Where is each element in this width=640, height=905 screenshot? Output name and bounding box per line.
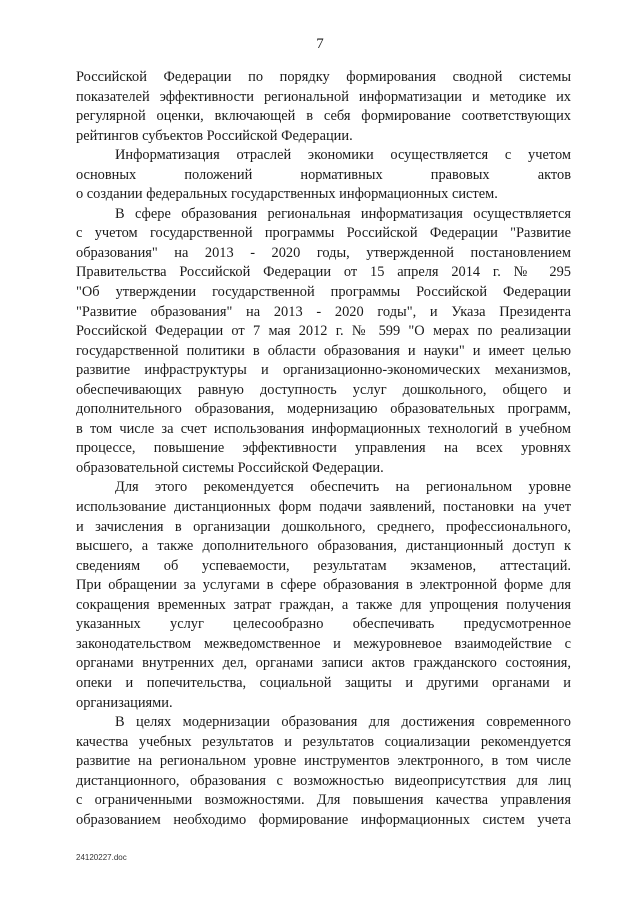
text-line: опеки и попечительства, социальной защиты и другими органами и bbox=[76, 674, 571, 691]
text-line: с учетом государственной программы Российской Федерации "Развитие bbox=[76, 225, 571, 242]
text-line: дистанционного, образования с возможностью видеоприсутствия для лиц bbox=[76, 772, 571, 789]
text-line: В сфере образования региональная информатизация осуществляется bbox=[115, 205, 571, 222]
text-line: о создании федеральных государственных информационных систем. bbox=[76, 186, 498, 203]
text-line: развитие на региональном уровне инструментов электронного, в том числе bbox=[76, 753, 571, 770]
document-body bbox=[76, 68, 571, 830]
text-line: рейтингов субъектов Российской Федерации. bbox=[76, 127, 353, 144]
text-line: регулярной оценки, включающей в себя формирование соответствующих bbox=[76, 108, 571, 125]
document-filename: 24120227.doc bbox=[76, 853, 127, 862]
text-line: обеспечивающих равную доступность услуг дошкольного, общего и bbox=[76, 381, 571, 398]
text-line: организациями. bbox=[76, 694, 173, 711]
text-line: сокращения временных затрат граждан, а также для упрощения получения bbox=[76, 596, 571, 613]
text-line: государственной политики в области образования и науки" и имеет целью bbox=[76, 342, 571, 359]
text-line: в том числе за счет использования информационных технологий в учебном bbox=[76, 420, 571, 437]
text-line: образованием необходимо формирование информационных систем учета bbox=[76, 811, 571, 828]
text-line: Для этого рекомендуется обеспечить на региональном уровне bbox=[115, 479, 571, 496]
text-line: основных положений нормативных правовых актов bbox=[76, 166, 571, 183]
text-line: Информатизация отраслей экономики осуществляется с учетом bbox=[115, 147, 571, 164]
text-line: дополнительного образования, модернизацию образовательных программ, bbox=[76, 401, 571, 418]
text-line: и зачисления в организации дошкольного, среднего, профессионального, bbox=[76, 518, 571, 535]
text-line: "Развитие образования" на 2013 - 2020 годы", и Указа Президента bbox=[76, 303, 571, 320]
text-line: сведениям об успеваемости, результатам экзаменов, аттестаций. bbox=[76, 557, 571, 574]
text-line: развитие инфраструктуры и организационно-экономических механизмов, bbox=[76, 362, 571, 379]
text-line: образования" на 2013 - 2020 годы, утвержденной постановлением bbox=[76, 244, 571, 261]
text-line: органами внутренних дел, органами записи актов гражданского состояния, bbox=[76, 655, 571, 672]
text-line: "Об утверждении государственной программы Российской Федерации bbox=[76, 284, 571, 301]
text-line: Российской Федерации от 7 мая 2012 г. № 599 "О мерах по реализации bbox=[76, 323, 571, 340]
text-line: показателей эффективности региональной информатизации и методике их bbox=[76, 88, 571, 105]
text-line: Правительства Российской Федерации от 15 апреля 2014 г. № 295 bbox=[76, 264, 571, 281]
text-line: качества учебных результатов и результатов социализации рекомендуется bbox=[76, 733, 571, 750]
text-line: использование дистанционных форм подачи заявлений, постановки на учет bbox=[76, 499, 571, 516]
text-line: Российской Федерации по порядку формирования сводной системы bbox=[76, 69, 571, 85]
page-number: 7 bbox=[316, 36, 324, 52]
text-line: законодательством межведомственное и межуровневое взаимодействие с bbox=[76, 635, 571, 652]
text-line: указанных услуг целесообразно обеспечивать предусмотренное bbox=[76, 616, 571, 633]
text-line: с ограниченными возможностями. Для повышения качества управления bbox=[76, 792, 571, 809]
text-line: высшего, а также дополнительного образования, дистанционный доступ к bbox=[76, 538, 571, 555]
text-line: процессе, повышение эффективности управления на всех уровнях bbox=[76, 440, 571, 457]
text-line: В целях модернизации образования для достижения современного bbox=[115, 714, 571, 731]
text-line: При обращении за услугами в сфере образования в электронной форме для bbox=[76, 577, 571, 594]
text-line: образовательной системы Российской Федерации. bbox=[76, 459, 384, 476]
